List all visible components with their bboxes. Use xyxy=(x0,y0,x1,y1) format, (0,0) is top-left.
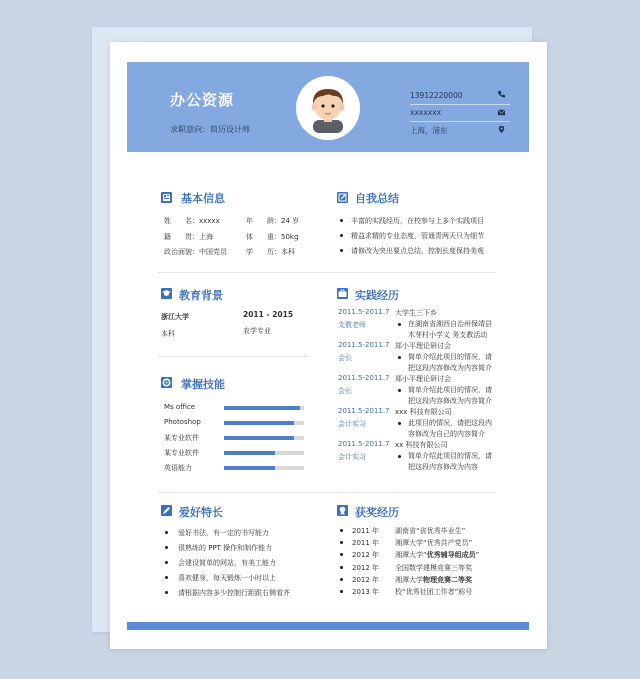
bullet xyxy=(340,566,343,569)
skill-bar xyxy=(224,451,304,455)
practice-desc: 简单介绍此项目的情况，请 xyxy=(408,353,492,361)
phone-icon xyxy=(497,90,506,99)
skill-name: 某专业软件 xyxy=(164,449,199,457)
practice-desc: 木芽村小学义 务支教活动 xyxy=(408,331,488,339)
award-suffix: 省优秀毕业生” xyxy=(419,527,466,535)
practice-date: 2011.5-2011.7 xyxy=(338,407,390,415)
award-year: 2012 年 xyxy=(352,563,380,572)
awards-title: 获奖经历 xyxy=(355,506,399,519)
summary-item: 精益求精的专业态度，管通青两天只为细节 xyxy=(351,232,484,240)
divider xyxy=(410,121,510,122)
bullet xyxy=(398,356,401,359)
practice-desc: 把这段内容修改为内容简介 xyxy=(408,364,492,372)
bullet xyxy=(340,234,343,237)
award-highlight: 物理竞赛二等奖 xyxy=(423,575,472,584)
medal-icon xyxy=(337,505,348,516)
bullet xyxy=(398,389,401,392)
award-prefix: 全国数学建模竞赛三等奖 xyxy=(395,563,472,572)
practice-date: 2011.5-2011.7 xyxy=(338,374,390,382)
id-card-icon xyxy=(161,192,172,203)
skill-name: Ms office xyxy=(164,403,196,411)
award-text xyxy=(395,587,472,597)
phone-number: 13912220000 xyxy=(410,91,463,100)
practice-desc: 此项目的情况，请把这段内 xyxy=(408,419,492,427)
candidate-name: 办公资源 xyxy=(170,91,235,109)
practice-role: 会长 xyxy=(338,354,352,362)
skill-bar-fill xyxy=(224,421,294,425)
bullet xyxy=(165,576,168,579)
practice-role: 会计实习 xyxy=(338,453,366,461)
award-text xyxy=(395,550,479,560)
practice-desc: 在湖南省湘西自治州保靖县 xyxy=(408,320,492,328)
practice-role: 会长 xyxy=(338,387,352,395)
award-prefix: 湘潭大学“ xyxy=(395,551,427,560)
practice-desc: 容修改为自己的内容简介 xyxy=(408,430,485,438)
self-summary-title: 自我总结 xyxy=(355,192,399,205)
bullet xyxy=(165,546,168,549)
bullet xyxy=(398,455,401,458)
basic-weight: 体 重：50kg xyxy=(246,233,299,241)
summary-item: 请修改为突出要点总结，控制长度保持美观 xyxy=(351,247,484,255)
bullet xyxy=(340,553,343,556)
basic-name: 姓 名：xxxxx xyxy=(164,217,220,225)
divider xyxy=(410,104,510,105)
award-text xyxy=(395,563,472,573)
hobby-item: 请根据内容多少控制行距跟右侧看齐 xyxy=(178,589,290,597)
avatar xyxy=(296,76,360,140)
award-text xyxy=(395,575,472,585)
summary-item: 丰富的实践经历，在校参与上多个实践项目 xyxy=(351,217,484,225)
hobby-item: 爱好书法，有一定的书写能力 xyxy=(178,529,269,537)
bullet xyxy=(340,219,343,222)
bullet xyxy=(165,561,168,564)
skill-name: 某专业软件 xyxy=(164,434,199,442)
skill-name: 英语能力 xyxy=(164,464,192,472)
practice-org: xxx 科技有限公司 xyxy=(395,408,452,416)
study-period: 2011 - 2015 xyxy=(243,310,294,319)
skill-name: Photoshop xyxy=(164,418,201,426)
email-address: xxxxxxx xyxy=(410,108,442,117)
degree: 本科 xyxy=(161,330,175,338)
hobby-item: 喜欢健身，每天锻炼一小时以上 xyxy=(178,574,276,582)
skill-bar-fill xyxy=(224,451,275,455)
practice-desc: 把这段内容修改为内容 xyxy=(408,463,478,471)
award-year: 2011 年 xyxy=(352,527,380,535)
bullet xyxy=(398,323,401,326)
bullet xyxy=(165,591,168,594)
award-prefix: 湖南省“ xyxy=(395,527,420,535)
graduation-cap-icon xyxy=(161,288,172,299)
skill-bar-fill xyxy=(224,406,300,410)
job-intention: 求职意向：简历设计师 xyxy=(170,125,250,134)
practice-date: 2011.5-2011.7 xyxy=(338,440,390,448)
bullet xyxy=(340,541,343,544)
bullet xyxy=(340,249,343,252)
divider xyxy=(158,272,496,273)
practice-date: 2011.5-2011.7 xyxy=(338,341,390,349)
gear-icon xyxy=(161,377,172,388)
award-highlight: 优秀辅导组成员 xyxy=(426,551,476,560)
basic-political: 政治面貌：中国党员 xyxy=(164,248,227,256)
education-title: 教育背景 xyxy=(179,289,223,302)
practice-desc: 简单介绍此项目的情况，请 xyxy=(408,386,492,394)
footer-bar xyxy=(127,622,529,630)
basic-age: 年 龄：24 岁 xyxy=(246,217,300,225)
award-suffix: ” xyxy=(475,551,480,560)
award-prefix: 湘潭大学 xyxy=(395,575,423,584)
divider xyxy=(158,356,308,357)
school-name: 浙江大学 xyxy=(161,313,189,321)
award-year: 2013 年 xyxy=(352,588,380,596)
resume-page xyxy=(110,42,547,649)
edit-icon xyxy=(337,192,348,203)
resume-header xyxy=(127,62,529,152)
practice-org: 郑小平理论研讨会 xyxy=(395,375,451,383)
practice-org: 大学生三下乡 xyxy=(395,309,437,317)
practice-role: 支教老师 xyxy=(338,321,366,329)
skill-bar-fill xyxy=(224,466,275,470)
bullet xyxy=(340,529,343,532)
basic-hometown: 籍 贯：上海 xyxy=(164,233,213,241)
pencil-icon xyxy=(161,505,172,516)
skills-title: 掌握技能 xyxy=(181,378,225,391)
briefcase-icon xyxy=(337,288,348,299)
practice-role: 会计实习 xyxy=(338,420,366,428)
practice-org: 郑小平理论研讨会 xyxy=(395,342,451,350)
mail-icon xyxy=(497,108,506,117)
bullet xyxy=(398,422,401,425)
award-year: 2012 年 xyxy=(352,575,380,584)
practice-desc: 把这段内容修改为内容简介 xyxy=(408,397,492,405)
home-address: 上海，浦东 xyxy=(410,126,448,135)
award-prefix: 湘潭大学“ xyxy=(395,539,427,548)
avatar-cartoon-icon xyxy=(303,83,353,133)
bullet xyxy=(340,578,343,581)
practice-date: 2011.5-2011.7 xyxy=(338,308,390,316)
skill-bar xyxy=(224,436,304,440)
bullet xyxy=(165,531,168,534)
award-year: 2011 年 xyxy=(352,539,380,548)
location-icon xyxy=(497,125,506,134)
practice-title: 实践经历 xyxy=(355,289,399,302)
award-year: 2012 年 xyxy=(352,551,380,560)
skill-bar xyxy=(224,406,304,410)
award-text xyxy=(395,538,472,548)
hobby-item: 会建设简单的网站，有美工能力 xyxy=(178,559,276,567)
basic-education: 学 历：本科 xyxy=(246,248,295,256)
award-text xyxy=(395,526,465,536)
practice-org: xx 科技有限公司 xyxy=(395,441,448,449)
skill-bar xyxy=(224,421,304,425)
award-prefix: 校“优秀社团工作者”称号 xyxy=(395,588,473,596)
basic-info-title: 基本信息 xyxy=(181,192,225,205)
practice-desc: 简单介绍此项目的情况，请 xyxy=(408,452,492,460)
hobbies-title: 爱好特长 xyxy=(179,506,223,519)
divider xyxy=(158,492,496,493)
skill-bar-fill xyxy=(224,436,294,440)
award-suffix: 优秀共产党员” xyxy=(426,539,473,548)
hobby-item: 很熟练的 PPT 操作和制作能力 xyxy=(178,544,273,552)
skill-bar xyxy=(224,466,304,470)
major: 农学专业 xyxy=(243,327,271,335)
bullet xyxy=(340,590,343,593)
